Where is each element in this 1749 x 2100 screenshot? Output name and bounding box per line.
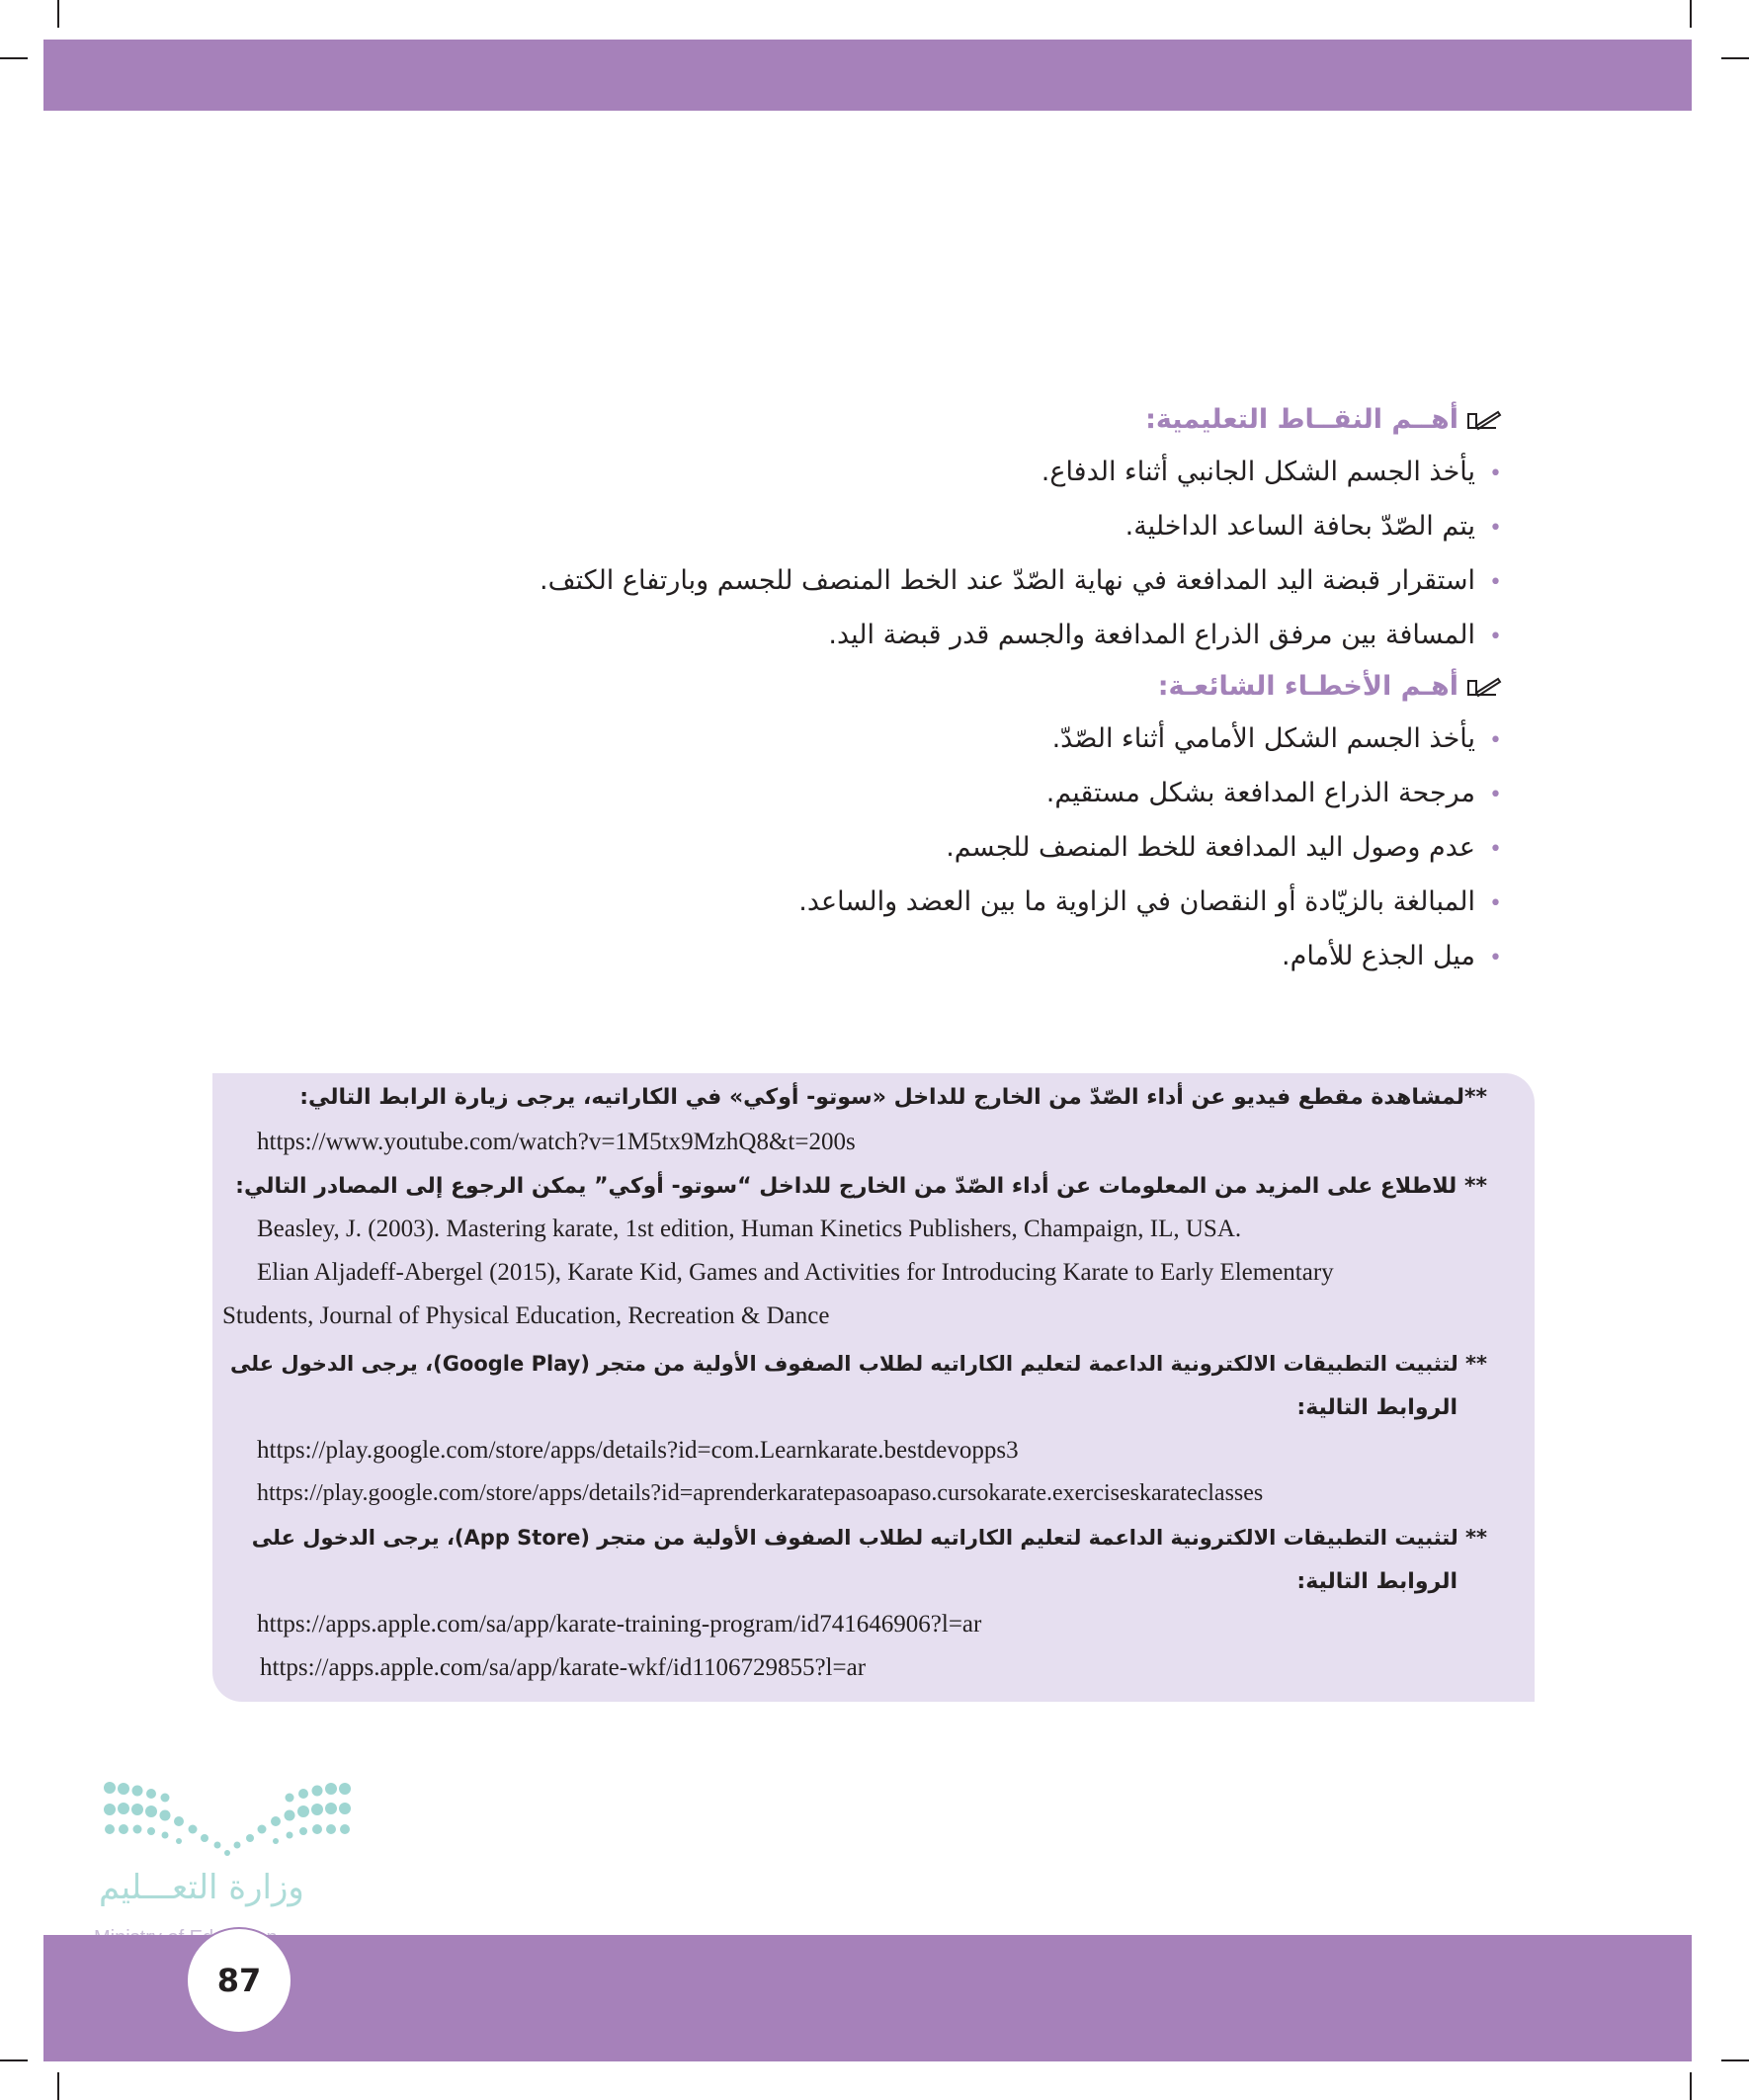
list-item: •ميل الجذع للأمام. [1282,941,1502,971]
pencil-hand-icon [1466,408,1502,434]
pencil-hand-icon [1466,675,1502,701]
list-item: •يأخذ الجسم الشكل الأمامي أثناء الصّدّ. [1051,723,1502,754]
video-link[interactable]: https://www.youtube.com/watch?v=1M5tx9MzhQ8&t=200s [257,1129,856,1155]
common-mistakes-heading: أهـم الأخطـاء الشائعـة: [1157,671,1458,702]
app-store-note-cont: الروابط التالية: [1296,1569,1458,1594]
list-item: •يأخذ الجسم الشكل الجانبي أثناء الدفاع. [1041,457,1502,487]
app-store-link-2[interactable]: https://apps.apple.com/sa/app/karate-wkf/id1106729855?l=ar [260,1654,867,1681]
header-band [43,40,1692,111]
list-item: •استقرار قبضة اليد المدافعة في نهاية الصّدّ عند الخط المنصف للجسم وبارتفاع الكتف. [539,565,1502,596]
list-item: •المسافة بين مرفق الذراع المدافعة والجسم قدر قبضة اليد. [828,620,1502,650]
google-play-link-2[interactable]: https://play.google.com/store/apps/details?id=aprenderkaratepasoapaso.cursokarate.exerciseskarateclasses [257,1480,1264,1506]
reference-beasley: Beasley, J. (2003). Mastering karate, 1st edition, Human Kinetics Publishers, Champaign, IL, USA. [257,1216,1242,1242]
section-heading [514,662,1502,712]
common-mistakes-list [514,712,1502,983]
list-item: •المبالغة بالزيّادة أو النقصان في الزاوية ما بين العضد والساعد. [798,886,1502,917]
video-note: **لمشاهدة مقطع فيديو عن أداء الصّدّ من الخارج للداخل «سوتو- أوكي» في الكاراتيه، يرجى زيارة الرابط التالي: [299,1085,1487,1110]
list-item: •مرجحة الذراع المدافعة بشكل مستقيم. [1045,778,1502,808]
crop-mark [1690,2072,1692,2100]
list-item: •يتم الصّدّ بحافة الساعد الداخلية. [1124,511,1502,542]
crop-mark [1690,0,1692,28]
section-heading [514,395,1502,445]
crop-mark [57,2072,59,2100]
more-info-note: ** للاطلاع على المزيد من المعلومات عن أداء الصّدّ من الخارج للداخل “سوتو- أوكي” يمكن الرجوع إلى المصادر التالي: [235,1174,1487,1199]
crop-mark [0,57,28,59]
ministry-name: وزارة التعـــليم [99,1868,304,1907]
crop-mark [1721,2059,1749,2061]
learning-points-heading: أهــم النقــاط التعليمية: [1145,404,1458,435]
learning-points-section [514,395,1502,983]
reference-aljadeff-line1: Elian Aljadeff-Abergel (2015), Karate Kid, Games and Activities for Introducing Karate to Early Elementary [257,1259,1334,1286]
google-play-note-cont: الروابط التالية: [1296,1395,1458,1420]
app-store-note: ** لتثبيت التطبيقات الالكترونية الداعمة لتعليم الكاراتيه لطلاب الصفوف الأولية من متجر (App Store)، يرجى الدخول على [251,1526,1487,1550]
crop-mark [1721,57,1749,59]
page-number: 87 [216,1962,262,1999]
list-item: •عدم وصول اليد المدافعة للخط المنصف للجسم. [946,832,1502,863]
crop-mark [57,0,59,28]
learning-points-list [514,445,1502,662]
google-play-note: ** لتثبيت التطبيقات الالكترونية الداعمة لتعليم الكاراتيه لطلاب الصفوف الأولية من متجر (Google Play)، يرجى الدخول على [229,1352,1487,1376]
app-store-link-1[interactable]: https://apps.apple.com/sa/app/karate-training-program/id741646906?l=ar [257,1611,982,1638]
google-play-link-1[interactable]: https://play.google.com/store/apps/details?id=com.Learnkarate.bestdevopps3 [257,1437,1019,1464]
resources-box [212,1073,1535,1702]
reference-aljadeff-line2: Students, Journal of Physical Education, Recreation & Dance [222,1302,830,1329]
crop-mark [0,2059,28,2061]
